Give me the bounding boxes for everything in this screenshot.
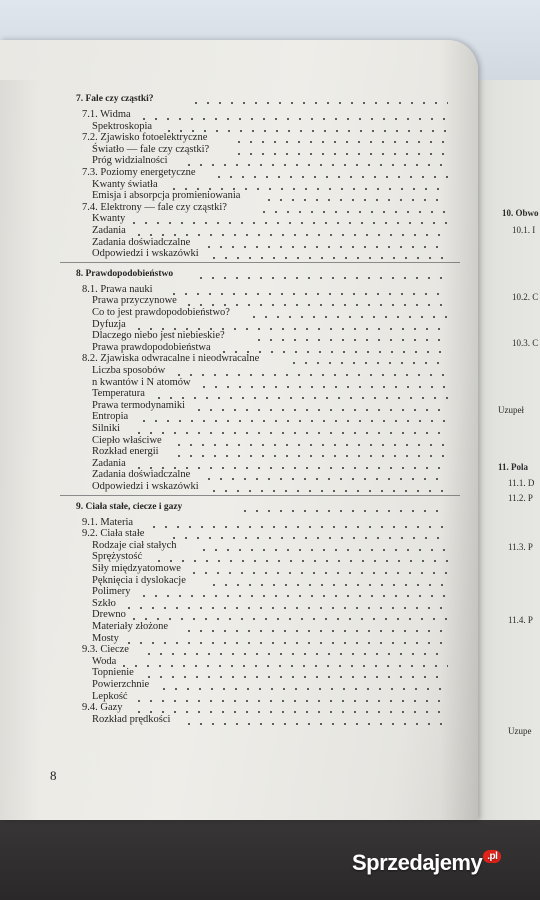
- toc-entry: Topnienie: [92, 667, 134, 679]
- toc-entry: 7.3. Poziomy energetyczne: [82, 167, 196, 178]
- toc-entry: Sprężystość: [92, 551, 143, 563]
- dot-leader: [133, 700, 448, 702]
- toc-entry: Szkło: [92, 597, 116, 609]
- dot-leader: [128, 618, 448, 620]
- dot-leader: [208, 490, 448, 492]
- toc-entry: Entropia: [92, 411, 129, 423]
- dot-leader: [153, 397, 448, 399]
- chapter-divider: [60, 262, 460, 263]
- toc-entry: Rozkład energii: [92, 446, 159, 458]
- dot-leader: [239, 510, 448, 512]
- toc-entry: 9.1. Materia: [82, 516, 134, 528]
- toc-entry: 8.2. Zjawiska odwracalne i nieodwracalne: [82, 353, 260, 365]
- chapter-heading: 9. Ciała stałe, ciecze i gazy: [76, 501, 183, 512]
- toc-entry: Drewno: [92, 609, 126, 621]
- dot-leader: [133, 711, 448, 713]
- toc-entry: Ciepło właściwe: [92, 434, 162, 446]
- dot-leader: [263, 199, 448, 201]
- dot-leader: [133, 432, 448, 434]
- page-curl-shadow: [440, 40, 478, 820]
- dot-leader: [233, 153, 448, 155]
- toc-entry: Prawa prawdopodobieństwa: [92, 341, 211, 353]
- toc-entry: Kwanty światła: [92, 178, 158, 190]
- chapter-divider: [60, 495, 460, 496]
- dot-leader: [123, 607, 448, 609]
- watermark-badge: .pl: [483, 850, 501, 863]
- dot-leader: [198, 386, 448, 388]
- right-page-line: Uzupeł: [498, 405, 524, 415]
- toc-entry: Silniki: [92, 423, 121, 434]
- dot-leader: [258, 211, 448, 213]
- toc-entry: 7.1. Widma: [82, 109, 131, 120]
- dot-leader: [123, 642, 448, 644]
- toc-entry: n kwantów i N atomów: [92, 376, 191, 388]
- dot-leader: [213, 176, 448, 178]
- toc-entry: 8.1. Prawa nauki: [82, 283, 153, 295]
- toc-entry: Rodzaje ciał stałych: [92, 539, 177, 551]
- toc-entry: Liczba sposobów: [92, 365, 166, 376]
- toc-entry: Powierzchnie: [92, 679, 150, 690]
- toc-entry: Siły międzyatomowe: [92, 563, 181, 574]
- toc-entry: Prawa termodynamiki: [92, 399, 186, 411]
- right-page-line: 11.1. D: [508, 478, 535, 488]
- dot-leader: [173, 374, 448, 376]
- dot-leader: [183, 630, 448, 632]
- toc-entry: 9.3. Ciecze: [82, 644, 129, 656]
- right-page-line: 10.3. C: [512, 338, 539, 348]
- dot-leader: [190, 102, 448, 104]
- dot-leader: [173, 455, 448, 457]
- toc-entry: Co to jest prawdopodobieństwo?: [92, 307, 230, 318]
- toc-entry: Próg widzialności: [92, 155, 168, 167]
- chapter-heading: 8. Prawdopodobieństwo: [76, 268, 174, 279]
- toc-entry: Mosty: [92, 632, 119, 644]
- table-of-contents: [0, 40, 478, 820]
- dot-leader: [183, 164, 448, 166]
- page-number: 8: [50, 768, 57, 783]
- dot-leader: [188, 572, 448, 574]
- right-page-line: 11. Pola: [498, 462, 529, 472]
- watermark-text: Sprzedajemy: [352, 850, 483, 875]
- dot-leader: [148, 526, 448, 528]
- dot-leader: [138, 420, 448, 422]
- toc-entry: Emisja i absorpcja promieniowania: [92, 190, 241, 202]
- dot-leader: [183, 723, 448, 725]
- toc-entry: Prawa przyczynowe: [92, 295, 177, 307]
- dot-leader: [173, 444, 448, 446]
- dot-leader: [143, 676, 448, 678]
- right-page-line: 10. Obwo: [502, 208, 539, 218]
- toc-entry: Zadania: [92, 457, 126, 469]
- toc-entry: Spektroskopia: [92, 120, 153, 132]
- dot-leader: [208, 584, 448, 586]
- dot-leader: [168, 293, 448, 295]
- toc-entry: 7.2. Zjawisko fotoelektryczne: [82, 132, 208, 144]
- dot-leader: [233, 141, 448, 143]
- right-page-line: 10.2. C: [512, 292, 539, 302]
- dot-leader: [158, 688, 448, 690]
- dot-leader: [138, 595, 448, 597]
- dot-leader: [208, 257, 448, 259]
- dot-leader: [203, 246, 448, 248]
- right-page-line: Uzupe: [508, 726, 532, 736]
- toc-entry: Kwanty: [92, 213, 126, 225]
- dot-leader: [128, 222, 448, 224]
- toc-entry: Zadania doświadczalne: [92, 236, 191, 248]
- toc-entry: Lepkość: [92, 690, 128, 702]
- left-page: [0, 40, 478, 820]
- dot-leader: [248, 316, 448, 318]
- toc-entry: Odpowiedzi i wskazówki: [92, 248, 199, 260]
- dot-leader: [138, 118, 448, 120]
- dot-leader: [203, 478, 448, 480]
- dot-leader: [195, 277, 448, 279]
- toc-entry: Dyfuzja: [92, 318, 126, 330]
- toc-entry: Rozkład prędkości: [92, 713, 171, 725]
- dot-leader: [193, 409, 448, 411]
- right-page-line: 11.3. P: [508, 542, 533, 552]
- dot-leader: [253, 339, 448, 341]
- dot-leader: [288, 362, 448, 364]
- toc-entry: Materiały złożone: [92, 621, 169, 632]
- dot-leader: [118, 665, 448, 667]
- toc-entry: Światło — fale czy cząstki?: [92, 143, 210, 155]
- toc-entry: Woda: [92, 655, 117, 667]
- right-page-line: 10.1. I: [512, 225, 536, 235]
- watermark: [352, 850, 501, 876]
- dot-leader: [143, 653, 448, 655]
- toc-entry: 9.4. Gazy: [82, 702, 123, 714]
- right-page-line: 11.2. P: [508, 493, 533, 503]
- dot-leader: [153, 560, 448, 562]
- toc-entry: Pęknięcia i dyslokacje: [92, 574, 186, 586]
- toc-entry: Zadania doświadczalne: [92, 469, 191, 481]
- dot-leader: [168, 537, 448, 539]
- toc-entry: Zadania: [92, 225, 126, 236]
- toc-entry: 9.2. Ciała stałe: [82, 528, 145, 540]
- toc-entry: Polimery: [92, 586, 131, 598]
- chapter-heading: 7. Fale czy cząstki?: [76, 94, 154, 104]
- dot-leader: [198, 549, 448, 551]
- toc-entry: 7.4. Elektrony — fale czy cząstki?: [82, 201, 227, 213]
- toc-entry: Temperatura: [92, 388, 145, 400]
- right-page-line: 11.4. P: [508, 615, 533, 625]
- toc-entry: Odpowiedzi i wskazówki: [92, 481, 199, 492]
- toc-entry: Dlaczego niebo jest niebieskie?: [92, 330, 225, 342]
- right-page: [468, 80, 540, 820]
